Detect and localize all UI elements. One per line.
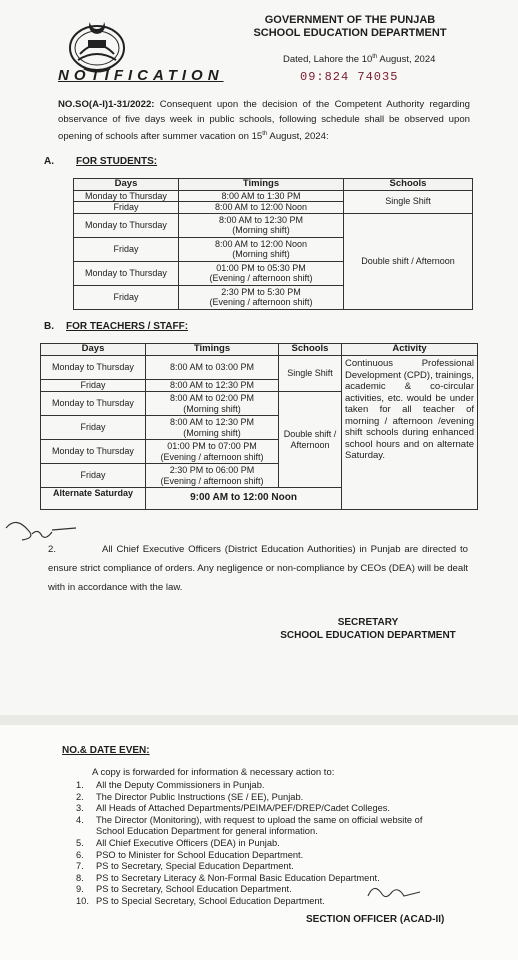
students-timetable — [73, 178, 473, 310]
timing-line: 2:30 PM to 5:30 PM — [221, 286, 301, 297]
timing-cell — [146, 392, 279, 416]
day-cell: Friday — [74, 237, 179, 261]
list-item — [76, 861, 436, 873]
directive-paragraph — [48, 540, 468, 597]
day-cell: Monday to Thursday — [41, 440, 146, 464]
header-schools: Schools — [279, 344, 342, 356]
day-cell: Friday — [74, 202, 179, 214]
timing-cell: 8:00 AM to 12:00 Noon — [179, 202, 344, 214]
intro-text-b: August, 2024: — [267, 131, 329, 143]
item-text: The Director Public Instructions (SE / EE), Punjab. — [96, 791, 304, 802]
item-number: 2. — [76, 791, 84, 802]
shift-line: (Morning shift) — [232, 249, 290, 259]
header-activity: Activity — [342, 344, 478, 356]
shift-line: (Evening / afternoon shift) — [160, 475, 264, 486]
timing-cell — [146, 464, 279, 488]
timing-cell — [146, 440, 279, 464]
dated-sup: th — [372, 54, 378, 60]
header-schools: Schools — [344, 179, 473, 191]
para-number: 2. — [48, 544, 57, 555]
teachers-timetable — [40, 343, 478, 510]
secretary-department: SCHOOL EDUCATION DEPARTMENT — [280, 630, 456, 641]
item-number: 6. — [76, 849, 84, 860]
department-header — [230, 14, 470, 40]
item-text: PS to Secretary, Special Education Department. — [96, 861, 294, 872]
day-cell: Friday — [74, 285, 179, 309]
shift-line: (Evening / afternoon shift) — [209, 273, 313, 283]
header-timings: Timings — [146, 344, 279, 356]
timing-line: 01:00 PM to 07:00 PM — [167, 441, 257, 451]
timing-cell — [179, 285, 344, 309]
timing-cell — [179, 213, 344, 237]
timing-cell — [179, 261, 344, 285]
header-line-1: GOVERNMENT OF THE PUNJAB — [264, 14, 436, 26]
timing-cell: 8:00 AM to 12:30 PM — [146, 380, 279, 392]
list-item — [76, 780, 436, 792]
header-line-2: SCHOOL EDUCATION DEPARTMENT — [253, 27, 447, 39]
section-a-letter: A. — [44, 156, 54, 167]
item-text: PS to Special Secretary, School Education Department. — [96, 895, 325, 906]
item-text: All Heads of Attached Departments/PEIMA/PEF/DREP/Cadet Colleges. — [96, 803, 391, 814]
header-days: Days — [74, 179, 179, 191]
school-cell: Double shift / Afternoon — [279, 392, 342, 488]
timing-cell: 8:00 AM to 03:00 PM — [146, 356, 279, 380]
list-item — [76, 792, 436, 804]
day-cell: Monday to Thursday — [74, 190, 179, 202]
activity-cell: Continuous Professional Development (CPD), trainings, academic & co-circular activities, etc. would be under taken for all teacher of morning / afternoon /evening shift schools during enhanced school hours and on alternate Saturday. — [342, 356, 478, 510]
endorsement-heading: NO.& DATE EVEN: — [62, 745, 150, 756]
day-cell: Friday — [41, 416, 146, 440]
dated-suffix: August, 2024 — [377, 54, 436, 66]
saturday-timing: 9:00 AM to 12:00 Noon — [146, 488, 342, 510]
punjab-government-emblem — [66, 14, 128, 74]
item-number: 1. — [76, 780, 84, 790]
intro-sup: th — [262, 131, 268, 137]
dated-line — [283, 54, 435, 65]
item-number: 3. — [76, 803, 84, 814]
section-officer: SECTION OFFICER (ACAD-II) — [306, 914, 445, 925]
shift-line: (Evening / afternoon shift) — [209, 297, 313, 307]
timing-line: 2:30 PM to 06:00 PM — [169, 465, 255, 475]
section-officer-initials — [364, 878, 424, 904]
shift-line: (Morning shift) — [232, 225, 290, 235]
table-row — [74, 190, 473, 202]
timing-cell — [179, 237, 344, 261]
table-row — [41, 356, 478, 380]
intro-paragraph — [58, 97, 470, 144]
school-cell: Single Shift — [279, 356, 342, 392]
timing-line: 8:00 AM to 12:00 Noon — [214, 238, 308, 249]
timing-line: 8:00 AM to 12:30 PM — [218, 214, 304, 225]
timing-cell — [146, 416, 279, 440]
shift-line: (Morning shift) — [183, 403, 241, 414]
section-a-title: FOR STUDENTS: — [76, 156, 158, 167]
list-item — [76, 803, 436, 815]
shift-line: (Evening / afternoon shift) — [160, 451, 264, 462]
item-text: All the Deputy Commissioners in Punjab. — [96, 780, 265, 790]
item-number: 9. — [76, 884, 84, 895]
intro-text-a: Consequent upon the decision of the Competent Authority regarding observance of five days week in public schools, following schedule shall be observed upon opening of schools after summer vacation on 15 — [58, 99, 470, 143]
day-cell: Monday to Thursday — [41, 392, 146, 416]
item-text: PS to Secretary, School Education Department. — [96, 884, 292, 895]
timing-cell: 8:00 AM to 1:30 PM — [179, 190, 344, 202]
school-cell: Double shift / Afternoon — [344, 213, 473, 309]
shift-line: (Morning shift) — [183, 427, 241, 438]
table-row — [74, 213, 473, 237]
item-number: 4. — [76, 814, 84, 825]
timing-line: 01:00 PM to 05:30 PM — [216, 262, 306, 273]
secretary-title: SECRETARY — [337, 617, 399, 628]
day-cell: Monday to Thursday — [74, 261, 179, 285]
list-item — [76, 850, 436, 862]
dated-prefix: Dated, Lahore the 10 — [283, 54, 373, 66]
item-number: 8. — [76, 872, 84, 883]
item-number: 7. — [76, 861, 84, 872]
day-cell: Friday — [41, 464, 146, 488]
saturday-label: Alternate Saturday — [41, 488, 146, 510]
list-item — [76, 838, 436, 850]
day-cell: Monday to Thursday — [74, 213, 179, 237]
item-text: PSO to Minister for School Education Department. — [96, 849, 304, 860]
item-number: 5. — [76, 837, 84, 848]
header-timings: Timings — [179, 179, 344, 191]
timing-line: 8:00 AM to 12:30 PM — [169, 417, 255, 427]
item-number: 10. — [76, 895, 89, 906]
item-text: The Director (Monitoring), with request to upload the same on official website of School Education Department for general information. — [96, 814, 423, 837]
item-text: All Chief Executive Officers (DEA) in Punjab. — [96, 837, 280, 848]
list-item — [76, 815, 436, 838]
item-text: PS to Secretary Literacy & Non-Formal Basic Education Department. — [96, 872, 380, 883]
stamp-number: 09:824 74035 — [300, 70, 399, 84]
day-cell: Monday to Thursday — [41, 356, 146, 380]
header-days: Days — [41, 344, 146, 356]
page-gap — [0, 715, 518, 725]
endorsement-intro: A copy is forwarded for information & necessary action to: — [92, 767, 335, 778]
section-b-letter: B. — [44, 321, 54, 332]
school-cell: Single Shift — [344, 190, 473, 213]
secretary-signature-block — [268, 616, 468, 642]
section-b-title: FOR TEACHERS / STAFF: — [66, 321, 189, 332]
para-text: All Chief Executive Officers (District Education Authorities) in Punjab are directed to ensure strict compliance of orders. Any negligence or non-compliance by CEOs (DEA) will be dealt with in accordance with the law. — [48, 544, 468, 593]
day-cell: Friday — [41, 380, 146, 392]
timing-line: 8:00 AM to 02:00 PM — [169, 393, 255, 403]
reference-number: NO.SO(A-I)1-31/2022: — [58, 99, 155, 110]
notification-title: NOTIFICATION — [58, 67, 224, 84]
